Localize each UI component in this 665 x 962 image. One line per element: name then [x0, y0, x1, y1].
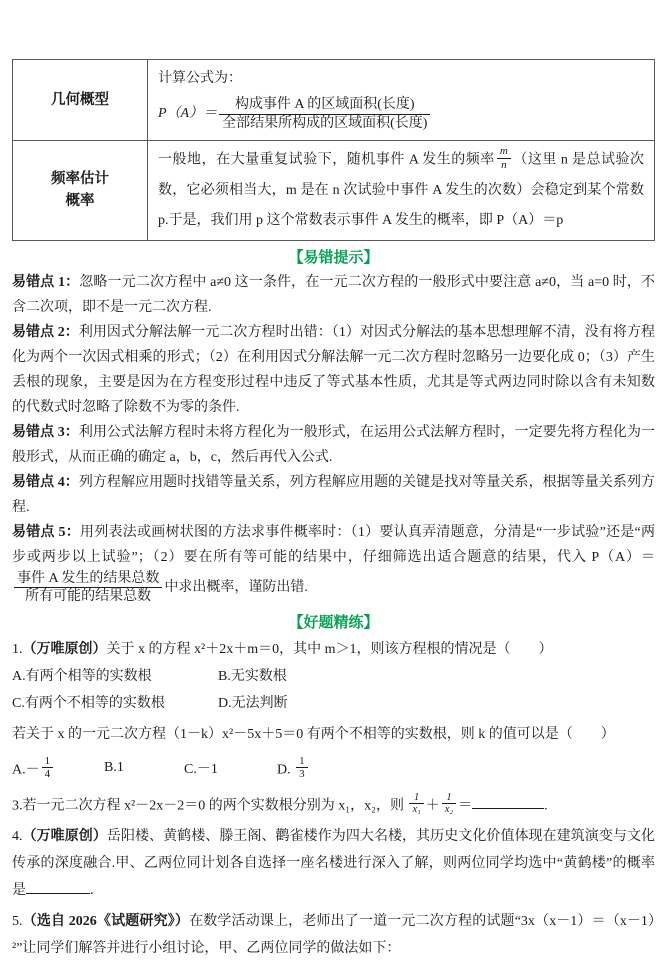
mistake-label: 易错点 2： — [12, 324, 79, 340]
question-2-options — [12, 748, 655, 788]
option-a-fraction: $\frac{1}{4}$ — [42, 755, 54, 781]
option-b: B.1 — [104, 759, 124, 775]
mistake-item-2: 易错点 2：利用因式分解法解一元二次方程时出错：（1）对因式分解法的基本思想理解不清，没有将方程化为两个一次因式相乘的形式；（2）在利用因式分解法解一元二次方程时忽略另一边要化成 0；（3）产生丢根的现象，主要是因为在方程变形过程中违反了等式基本性质，尤其是等式两边同时除以含有未知数的代数式时忽略了除数不为零的条件. — [12, 324, 656, 415]
table-row-frequency-probability — [13, 141, 655, 241]
mistake-label: 易错点 5： — [12, 524, 80, 540]
mistake-label: 易错点 1： — [12, 274, 80, 290]
option-d-fraction: $\frac{1}{3}$ — [296, 755, 308, 781]
question-1: 1.（万唯原创）关于 x 的方程 x²＋2x＋m＝0，其中 m＞1，则该方程根的情况是（ ） — [12, 641, 553, 657]
formula-intro: 计算公式为： — [158, 71, 242, 86]
question-source-tag: （万唯原创） — [22, 641, 107, 657]
row-content: 一般地，在大量重复试验下，随机事件 A 发生的频率 $\frac{m}{n}$ （这里 n 是总试验次数，它必须相当大，m 是在 n 次试验中事件 A 发生的次数）会稳定到某个常数 p.于是，我们用 p 这个常数表示事件 A 发生的概率，即 P（A）＝p — [148, 141, 655, 241]
mistake-label: 易错点 4： — [12, 474, 79, 490]
question-3: 3.若一元二次方程 x²－2x－2＝0 的两个实数根分别为 x₁，x₂，则 $\frac{1}{\text{x₁}}$ ＋ $\frac{1}{\text{x₂}}$ ＝ . — [12, 791, 548, 816]
row-label: 频率估计 概率 — [13, 141, 148, 241]
option-d: D.无法判断 — [218, 695, 288, 711]
option-c: C.有两个不相等的实数根 — [12, 695, 165, 711]
section-heading-exercises: 【好题精练】 — [288, 614, 379, 631]
option-a: A.－ $\frac{1}{4}$ — [12, 755, 104, 781]
mistake-item-1: 易错点 1：忽略一元二次方程中 a≠0 这一条件，在一元二次方程的一般形式中要注意 a≠0，当 a=0 时，不含二次项，即不是一元二次方程. — [12, 274, 655, 315]
question-source-tag: （选自 2026《试题研究》） — [22, 914, 190, 930]
question-4: 4.（万唯原创）岳阳楼、黄鹤楼、滕王阁、鹳雀楼作为四大名楼，其历史文化价值体现在建筑演变与文化传承的深度融合.甲、乙两位同计划各自选择一座名楼进行深入了解，则两位同学均选中“黄鹤楼”的概率是 . — [12, 829, 655, 899]
reciprocal-x2-fraction: $\frac{1}{\text{x₂}}$ — [442, 792, 456, 816]
concept-table — [12, 59, 655, 241]
question-1-options-row-2 — [12, 690, 655, 717]
answer-blank — [26, 879, 90, 894]
mn-fraction: $\frac{m}{n}$ — [497, 145, 511, 171]
table-row-geometric-probability — [13, 60, 655, 141]
reciprocal-x1-fraction: $\frac{1}{\text{x₁}}$ — [409, 792, 423, 816]
mistake-label: 易错点 3： — [12, 424, 79, 440]
outcome-fraction: $\frac{\text{事件 A 发生的结果总数}}{\text{所有可能的结果总数}}$ — [14, 570, 162, 606]
formula-lhs: P（A）＝ — [158, 106, 218, 121]
answer-blank — [472, 794, 544, 809]
question-1-options-row-1 — [12, 663, 655, 690]
question-2: 若关于 x 的一元二次方程（1－k）x²－5x＋5＝0 有两个不相等的实数根，则 k 的值可以是（ ） — [12, 726, 615, 742]
section-heading-mistakes: 【易错提示】 — [288, 249, 379, 266]
row-label: 几何概型 — [13, 60, 148, 141]
mistake-item-3: 易错点 3：利用公式法解方程时未将方程化为一般形式，在运用公式法解方程时，一定要先将方程化为一般形式，从而正确的确定 a，b，c，然后再代入公式. — [12, 424, 655, 465]
formula-fraction: $\frac{\text{构成事件 A 的区域面积(长度)}}{\text{全部结果所构成的区域面积(长度)}}$ — [219, 96, 430, 132]
mistake-item-5: 易错点 5：用列表法或画树状图的方法求事件概率时：（1）要认真弄清题意，分清是“一步试验”还是“两步或两步以上试验”；（2）要在所有等可能的结果中，仔细筛选出适合题意的结果，代入 P（A）＝ $\frac{\text{事件 A 发生的结果总数}}{\text{所有可能的结果总数}}$ 中求出概率，谨防出错. — [12, 524, 656, 605]
option-d: D. $\frac{1}{3}$ — [277, 755, 310, 781]
option-c: C.－1 — [184, 761, 218, 777]
question-5: 5.（选自 2026《试题研究》）在数学活动课上，老师出了一道一元二次方程的试题“3x（x－1）＝（x－1）²”让同学们解答并进行小组讨论，甲、乙两位同学的做法如下： — [12, 914, 656, 957]
probability-formula — [158, 96, 644, 132]
exercises-section — [12, 611, 655, 962]
question-source-tag: （万唯原创） — [22, 829, 107, 845]
row-content — [148, 60, 655, 141]
option-b: B.无实数根 — [218, 668, 287, 684]
mistake-item-4: 易错点 4：列方程解应用题时找错等量关系，列方程解应用题的关键是找对等量关系，根据等量关系列方程. — [12, 474, 655, 515]
option-a: A.有两个相等的实数根 — [12, 668, 152, 684]
